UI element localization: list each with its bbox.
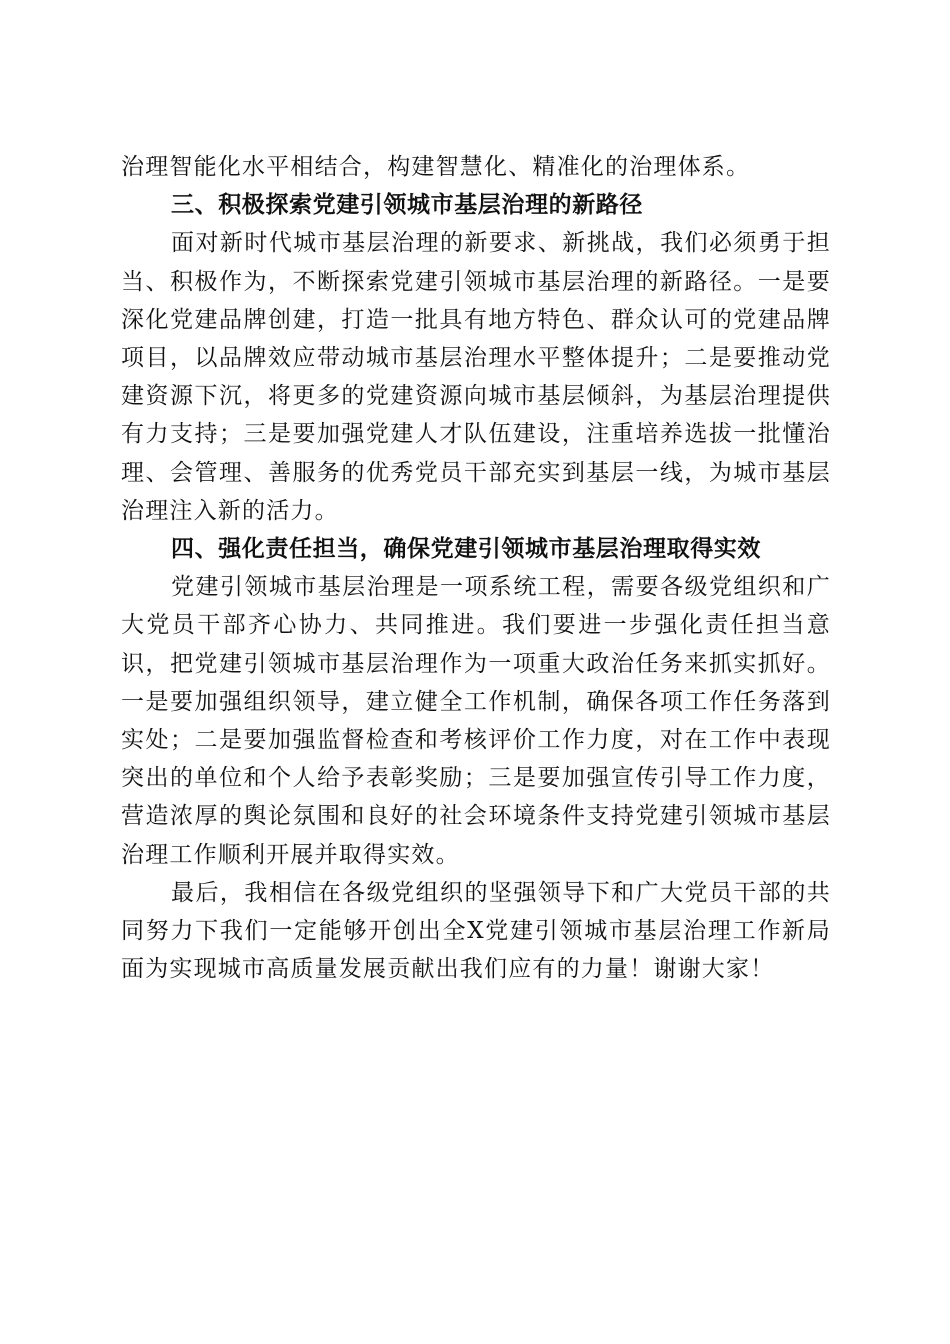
continuation-paragraph: 治理智能化水平相结合，构建智慧化、精准化的治理体系。 [121, 154, 751, 180]
section-3-paragraph: 面对新时代城市基层治理的新要求、新挑战，我们必须勇于担当、积极作为，不断探索党建引领城市基层治理的新路径。一是要深化党建品牌创建，打造一批具有地方特色、群众认可的党建品牌项目，以品牌效应带动城市基层治理水平整体提升；二是要推动党建资源下沉，将更多的党建资源向城市基层倾斜，为基层治理提供有力支持；三是要加强党建人才队伍建设，注重培养选拔一批懂治理、会管理、善服务的优秀党员干部充实到基层一线，为城市基层治理注入新的活力。 [121, 230, 831, 524]
section-4-heading: 四、强化责任担当，确保党建引领城市基层治理取得实效 [171, 536, 761, 563]
document-body [121, 148, 831, 988]
section-4-paragraph: 党建引领城市基层治理是一项系统工程，需要各级党组织和广大党员干部齐心协力、共同推进。我们要进一步强化责任担当意识，把党建引领城市基层治理作为一项重大政治任务来抓实抓好。一是要加强组织领导，建立健全工作机制，确保各项工作任务落到实处；二是要加强监督检查和考核评价工作力度，对在工作中表现突出的单位和个人给予表彰奖励；三是要加强宣传引导工作力度，营造浓厚的舆论氛围和良好的社会环境条件支持党建引领城市基层治理工作顺利开展并取得实效。 [121, 574, 831, 868]
section-3-heading: 三、积极探索党建引领城市基层治理的新路径 [171, 192, 643, 219]
closing-paragraph: 最后，我相信在各级党组织的坚强领导下和广大党员干部的共同努力下我们一定能够开创出全X党建引领城市基层治理工作新局面为实现城市高质量发展贡献出我们应有的力量！谢谢大家！ [121, 879, 831, 983]
